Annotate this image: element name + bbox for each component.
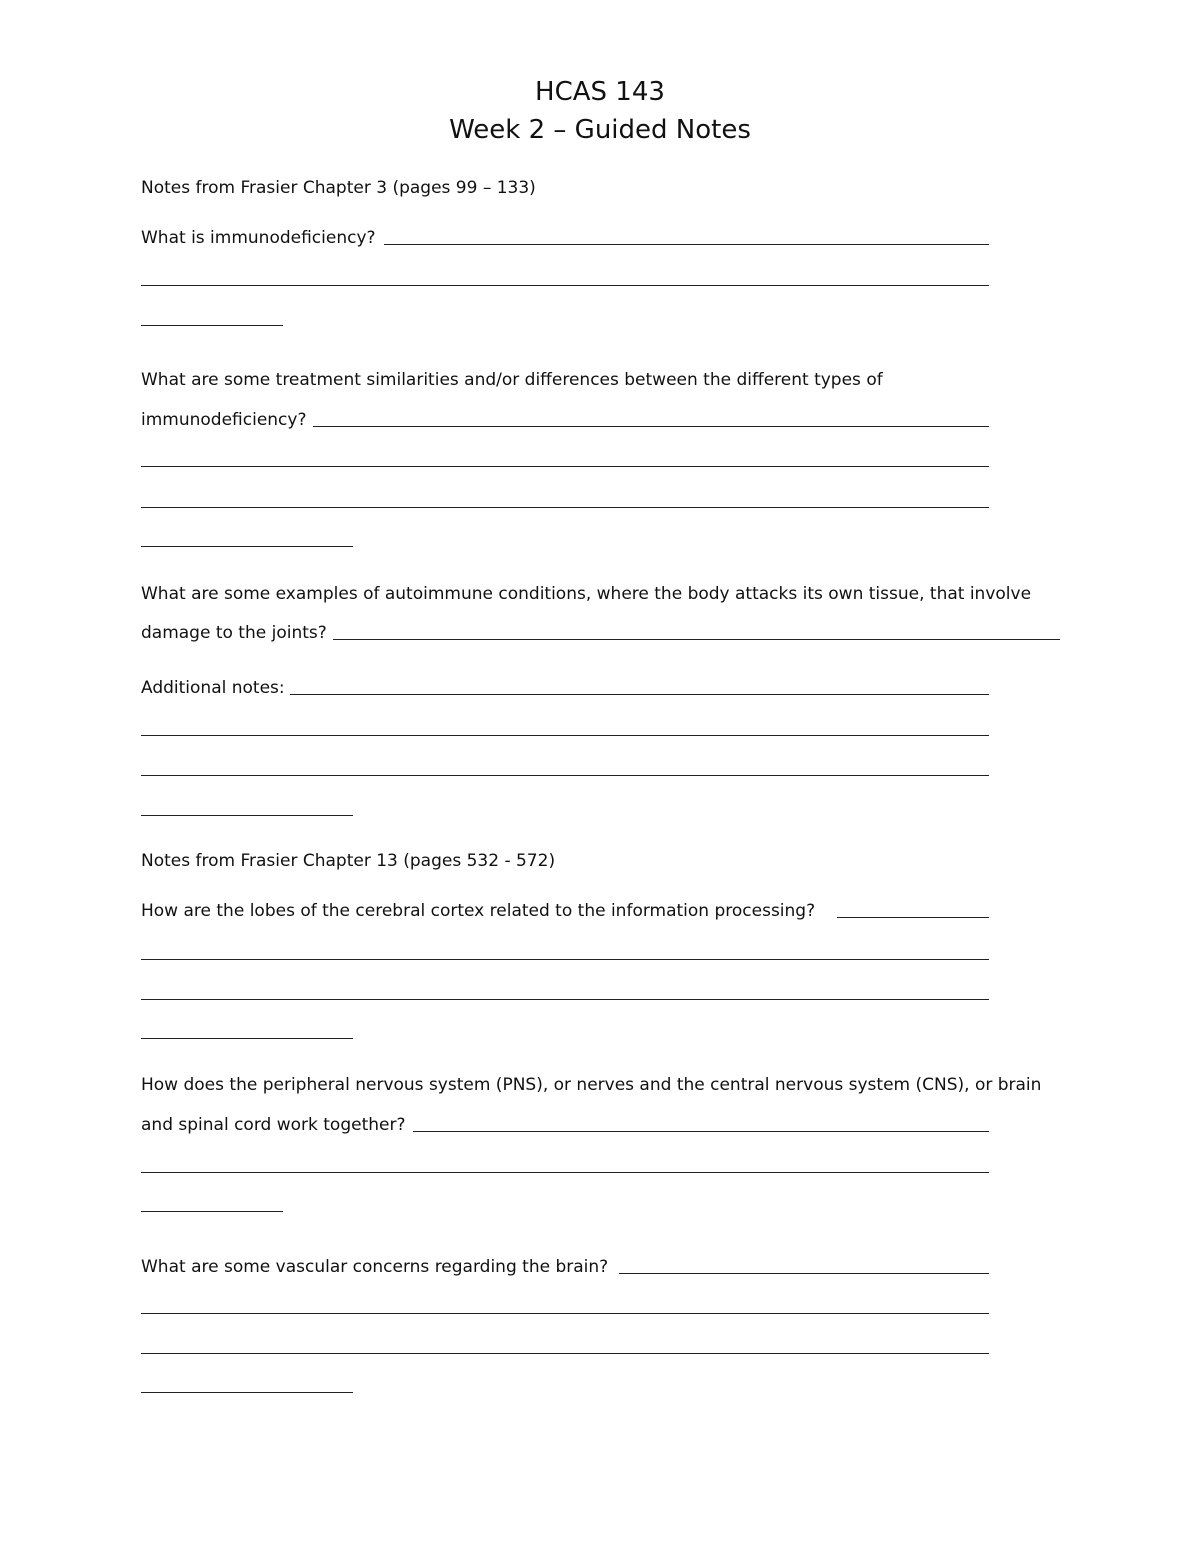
answer-line[interactable] [313,426,989,427]
question-treatment-line-1: What are some treatment similarities and/or differences between the different types of [141,370,883,390]
answer-line[interactable] [141,999,989,1000]
question-nervous-system-line-2: and spinal cord work together? [141,1115,406,1135]
answer-line[interactable] [141,466,989,467]
section-heading-chapter-3: Notes from Frasier Chapter 3 (pages 99 – 133) [141,178,536,198]
answer-line[interactable] [141,1172,989,1173]
answer-line[interactable] [413,1131,989,1132]
answer-line[interactable] [141,959,989,960]
answer-line[interactable] [141,1392,353,1393]
question-cerebral-cortex: How are the lobes of the cerebral cortex related to the information processing? [141,901,816,921]
question-nervous-system-line-1: How does the peripheral nervous system (PNS), or nerves and the central nervous system (CNS), or brain [141,1075,1042,1095]
answer-line[interactable] [141,1313,989,1314]
answer-line[interactable] [141,1038,353,1039]
answer-line[interactable] [141,325,283,326]
answer-line[interactable] [141,775,989,776]
answer-line[interactable] [141,1353,989,1354]
answer-line[interactable] [384,244,989,245]
answer-line[interactable] [141,285,989,286]
answer-line[interactable] [141,735,989,736]
section-heading-chapter-13: Notes from Frasier Chapter 13 (pages 532 - 572) [141,851,556,871]
question-treatment-line-2: immunodeficiency? [141,410,307,430]
additional-notes-label: Additional notes: [141,678,285,698]
question-autoimmune-line-1: What are some examples of autoimmune conditions, where the body attacks its own tissue, that involve [141,584,1032,604]
answer-line[interactable] [290,694,989,695]
answer-line[interactable] [619,1273,989,1274]
answer-line[interactable] [837,917,989,918]
question-immunodeficiency: What is immunodeficiency? [141,228,376,248]
answer-line[interactable] [141,1211,283,1212]
page-title: Week 2 – Guided Notes [449,115,751,145]
answer-line[interactable] [141,507,989,508]
question-autoimmune-line-2: damage to the joints? [141,623,327,643]
course-title: HCAS 143 [535,77,665,107]
answer-line[interactable] [141,815,353,816]
question-vascular-concerns: What are some vascular concerns regarding the brain? [141,1257,609,1277]
answer-line[interactable] [141,546,353,547]
answer-line[interactable] [333,639,1060,640]
